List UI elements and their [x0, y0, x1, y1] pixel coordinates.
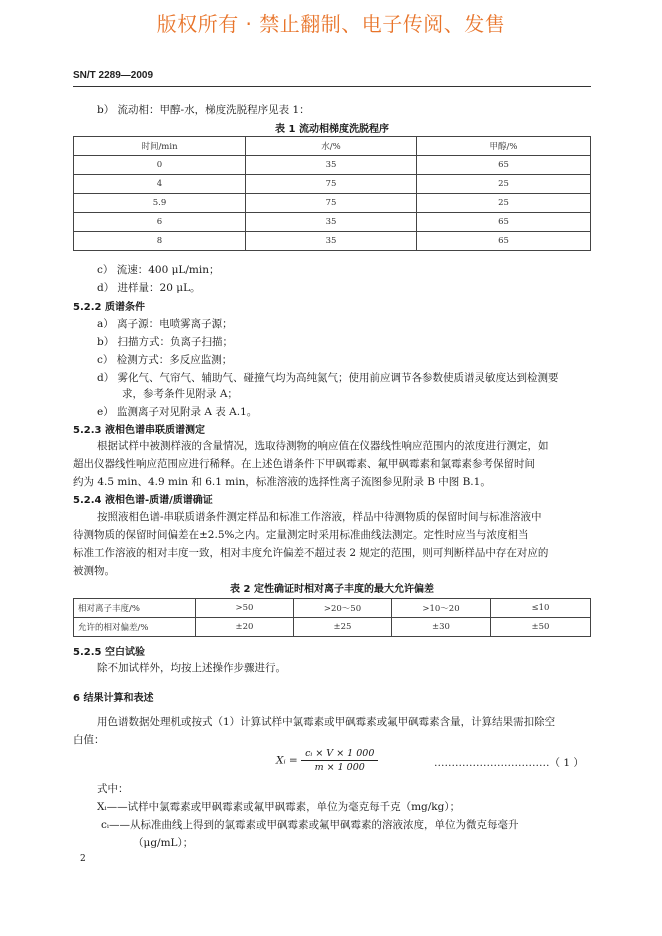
ms-item-a: a） 离子源：电喷雾离子源；	[97, 318, 233, 330]
ms-item-e: e） 监测离子对见附录 A 表 A.1。	[97, 406, 258, 418]
table-row	[74, 175, 591, 194]
formula-lhs: Xᵢ =	[276, 754, 298, 767]
section-6-line2: 白值：	[73, 734, 105, 746]
table-cell: 相对离子丰度/%	[74, 599, 196, 618]
table-cell: ±30	[392, 618, 491, 637]
table-cell: >20～50	[294, 599, 392, 618]
table-cell: 5.9	[74, 194, 246, 213]
section-5-2-3-heading: 5.2.3 液相色谱串联质谱测定	[73, 425, 205, 436]
table-cell: 4	[74, 175, 246, 194]
table-cell: 35	[246, 156, 417, 175]
where-label: 式中：	[97, 783, 129, 795]
table-cell: ±50	[491, 618, 591, 637]
section-5-2-5-heading: 5.2.5 空白试验	[73, 647, 145, 658]
ms-item-d-cont: 求，参考条件见附录 A；	[122, 388, 238, 400]
table-cell: ≤10	[491, 599, 591, 618]
table-row	[74, 213, 591, 232]
section-5-2-4-line2: 待测物质的保留时间偏差在±2.5%之内。定量测定时采用标准曲线法测定。定性时应当与浓度相当	[73, 529, 529, 541]
table-cell: ±25	[294, 618, 392, 637]
formula-numerator: cᵢ × V × 1 000	[301, 748, 378, 761]
table-cell: 6	[74, 213, 246, 232]
table-cell: 允许的相对偏差/%	[74, 618, 196, 637]
table-cell: 35	[246, 232, 417, 251]
item-b-mobile-phase: b） 流动相：甲醇-水，梯度洗脱程序见表 1：	[97, 104, 310, 116]
section-5-2-3-line3: 约为 4.5 min、4.9 min 和 6.1 min，标准溶液的选择性离子流图参见附录 B 中图 B.1。	[73, 476, 491, 488]
table-cell: >10～20	[392, 599, 491, 618]
table-cell: ±20	[196, 618, 294, 637]
item-d-injection-volume: d） 进样量：20 μL。	[97, 282, 201, 294]
table-cell: >50	[196, 599, 294, 618]
definition-ci-cont: （μg/mL）；	[133, 837, 194, 849]
table-cell: 8	[74, 232, 246, 251]
table-cell: 35	[246, 213, 417, 232]
formula-1	[276, 748, 378, 773]
table1-header-row	[74, 137, 591, 156]
formula-denominator: m × 1 000	[314, 762, 365, 773]
table-row	[74, 232, 591, 251]
table-row	[74, 599, 591, 618]
ms-item-c: c） 检测方式：多反应监测；	[97, 354, 233, 366]
definition-ci: cᵢ——从标准曲线上得到的氯霉素或甲砜霉素或氟甲砜霉素的溶液浓度，单位为微克每毫升	[101, 819, 519, 831]
section-5-2-3-line2: 超出仪器线性响应范围应进行稀释。在上述色谱条件下甲砜霉素、氟甲砜霉素和氯霉素参考保留时间	[73, 458, 535, 470]
table-row	[74, 156, 591, 175]
ms-item-d: d） 雾化气、气帘气、辅助气、碰撞气均为高纯氮气；使用前应调节各参数使质谱灵敏度达到检测要	[97, 372, 559, 384]
section-6-line1: 用色谱数据处理机或按式（1）计算试样中氯霉素或甲砜霉素或氟甲砜霉素含量，计算结果需扣除空	[97, 716, 556, 728]
page-number: 2	[80, 854, 86, 864]
table-cell: 65	[417, 156, 591, 175]
table-cell: 75	[246, 194, 417, 213]
table-cell: 75	[246, 175, 417, 194]
header-rule	[73, 86, 591, 87]
table1-header: 水/%	[246, 137, 417, 156]
table-row	[74, 194, 591, 213]
table1-caption: 表 1 流动相梯度洗脱程序	[275, 124, 389, 135]
formula-number: ……………………………（ 1 ）	[434, 757, 584, 769]
table2	[73, 598, 591, 637]
section-5-2-5-text: 除不加试样外，均按上述操作步骤进行。	[97, 662, 286, 674]
table1-header: 时间/min	[74, 137, 246, 156]
section-5-2-4-line1: 按照液相色谱-串联质谱条件测定样品和标准工作溶液，样品中待测物质的保留时间与标准溶液中	[97, 511, 542, 523]
watermark: 版权所有 · 禁止翻制、电子传阅、发售	[156, 12, 506, 36]
formula-fraction	[301, 748, 378, 773]
section-6-heading: 6 结果计算和表述	[73, 693, 154, 704]
ms-item-b: b） 扫描方式：负离子扫描；	[97, 336, 234, 348]
section-5-2-4-heading: 5.2.4 液相色谱-质谱/质谱确证	[73, 495, 213, 506]
item-c-flow-rate: c） 流速：400 μL/min；	[97, 264, 220, 276]
table-cell: 0	[74, 156, 246, 175]
standard-code: SN/T 2289—2009	[73, 70, 154, 81]
table-cell: 25	[417, 194, 591, 213]
section-5-2-3-line1: 根据试样中被测样液的含量情况，选取待测物的响应值在仪器线性响应范围内的浓度进行测定，如	[97, 440, 549, 452]
table1	[73, 136, 591, 251]
section-5-2-4-line3: 标准工作溶液的相对丰度一致，相对丰度允许偏差不超过表 2 规定的范围，则可判断样品中存在对应的	[73, 547, 549, 559]
definition-xi: Xᵢ——试样中氯霉素或甲砜霉素或氟甲砜霉素，单位为毫克每千克（mg/kg）；	[97, 801, 461, 813]
table2-caption: 表 2 定性确证时相对离子丰度的最大允许偏差	[230, 584, 434, 595]
table-cell: 65	[417, 213, 591, 232]
table-row	[74, 618, 591, 637]
section-5-2-2-heading: 5.2.2 质谱条件	[73, 302, 145, 313]
table-cell: 65	[417, 232, 591, 251]
table1-header: 甲醇/%	[417, 137, 591, 156]
section-5-2-4-line4: 被测物。	[73, 565, 115, 577]
table-cell: 25	[417, 175, 591, 194]
